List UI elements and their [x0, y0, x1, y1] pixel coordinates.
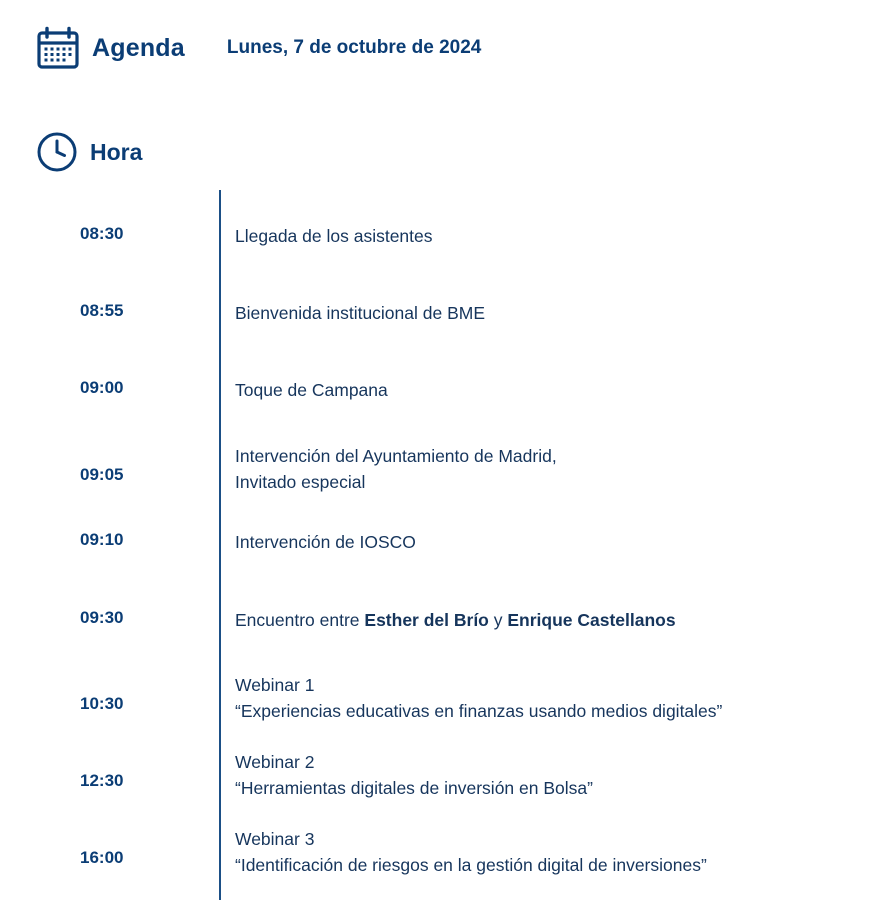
row-time: 09:00: [80, 378, 124, 397]
table-row: [80, 421, 870, 498]
row-description-conjunction: y: [488, 610, 508, 630]
row-description-line1: Bienvenida institucional de BME: [235, 303, 486, 323]
agenda-date: Lunes, 7 de octubre de 2024: [226, 37, 482, 58]
row-description-line2: “Herramientas digitales de inversión en Bolsa”: [235, 778, 593, 799]
row-description-line1: Llegada de los asistentes: [235, 226, 433, 246]
row-description-line2: Invitado especial: [235, 472, 366, 493]
row-description-line1: Intervención del Ayuntamiento de Madrid,: [235, 446, 557, 466]
row-time: 08:30: [80, 224, 124, 243]
row-description: [235, 575, 870, 633]
row-description-line1: Webinar 2: [235, 752, 315, 772]
row-description-line2: “Experiencias educativas en finanzas usando medios digitales”: [235, 701, 723, 722]
row-description-line1: Webinar 1: [235, 675, 315, 695]
row-description: [235, 652, 870, 725]
agenda-header: [36, 26, 481, 70]
row-description: [235, 421, 870, 496]
row-description: [235, 267, 870, 326]
page-title: Agenda: [92, 33, 185, 62]
row-time: 09:10: [80, 530, 124, 549]
table-row: [80, 806, 870, 883]
row-time: 09:05: [80, 465, 124, 484]
table-row: [80, 267, 870, 344]
speaker-name-2: Enrique Castellanos: [507, 610, 676, 630]
row-description: [235, 806, 870, 879]
row-time: 09:30: [80, 608, 124, 627]
row-time: 16:00: [80, 848, 124, 867]
table-row: [80, 652, 870, 729]
row-description-line2: “Identificación de riesgos en la gestión digital de inversiones”: [235, 855, 707, 876]
row-description: [235, 190, 870, 249]
speaker-name-1: Esther del Brío: [364, 610, 489, 630]
schedule-table: [80, 190, 870, 883]
row-description-line1: Intervención de IOSCO: [235, 532, 416, 552]
row-description: [235, 344, 870, 403]
row-description: [235, 729, 870, 802]
calendar-icon: [36, 26, 80, 70]
table-row: [80, 729, 870, 806]
row-description-prefix: Encuentro entre: [235, 610, 365, 630]
table-row: [80, 498, 870, 575]
row-time: 08:55: [80, 301, 124, 320]
table-row: [80, 575, 870, 652]
hora-header: [36, 131, 142, 173]
clock-icon: [36, 131, 78, 173]
row-time: 12:30: [80, 771, 124, 790]
table-row: [80, 344, 870, 421]
row-description-line1: Webinar 3: [235, 829, 315, 849]
row-time: 10:30: [80, 694, 124, 713]
row-description: [235, 498, 870, 555]
row-description-line1: Toque de Campana: [235, 380, 388, 400]
hora-title: Hora: [90, 138, 143, 165]
table-row: [80, 190, 870, 267]
schedule-divider-line: [219, 190, 221, 900]
